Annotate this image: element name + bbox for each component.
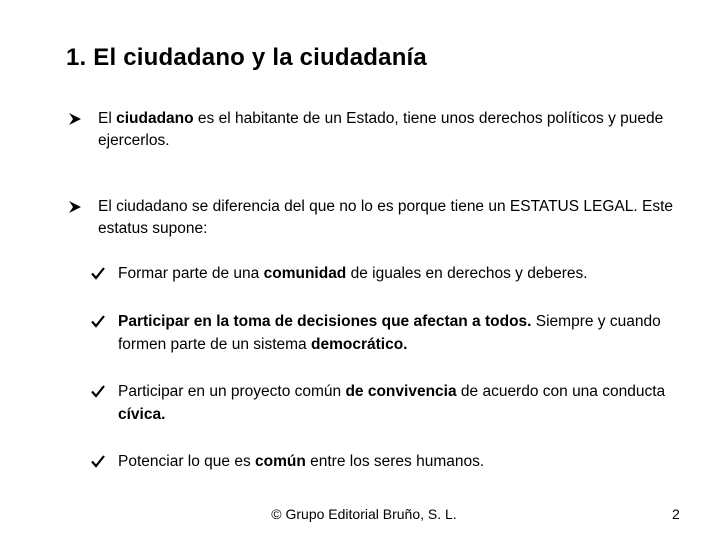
sub-item-text: Participar en un proyecto común de convivencia de acuerdo con una conducta cívica. [118,383,666,423]
arrowhead-bullet-icon [66,108,86,130]
bullet-item [66,196,686,240]
slide-title: 1. El ciudadano y la ciudadanía [66,44,427,71]
bullet-text: El ciudadano es el habitante de un Estado, tiene unos derechos políticos y puede ejercerlos. [98,110,664,149]
arrowhead-bullet-icon [66,196,86,218]
checkmark-icon [90,265,106,281]
bullet-item [66,108,686,152]
checkmark-icon [90,313,106,329]
checkmark-icon [90,453,106,469]
sub-list-item [90,380,690,426]
sub-item-text: Participar en la toma de decisiones que afectan a todos. Siempre y cuando formen parte de un sistema democrático. [118,313,661,353]
sub-item-text: Formar parte de una comunidad de iguales en derechos y deberes. [118,265,588,282]
footer-copyright: © Grupo Editorial Bruño, S. L. [271,506,457,522]
page-number: 2 [672,506,680,522]
sub-list-item [90,450,690,473]
sub-list-item [90,262,690,285]
sub-list-item [90,310,690,356]
checkmark-icon [90,383,106,399]
bullet-text: El ciudadano se diferencia del que no lo es porque tiene un ESTATUS LEGAL. Este estatus supone: [98,198,673,237]
sub-item-text: Potenciar lo que es común entre los seres humanos. [118,453,485,470]
